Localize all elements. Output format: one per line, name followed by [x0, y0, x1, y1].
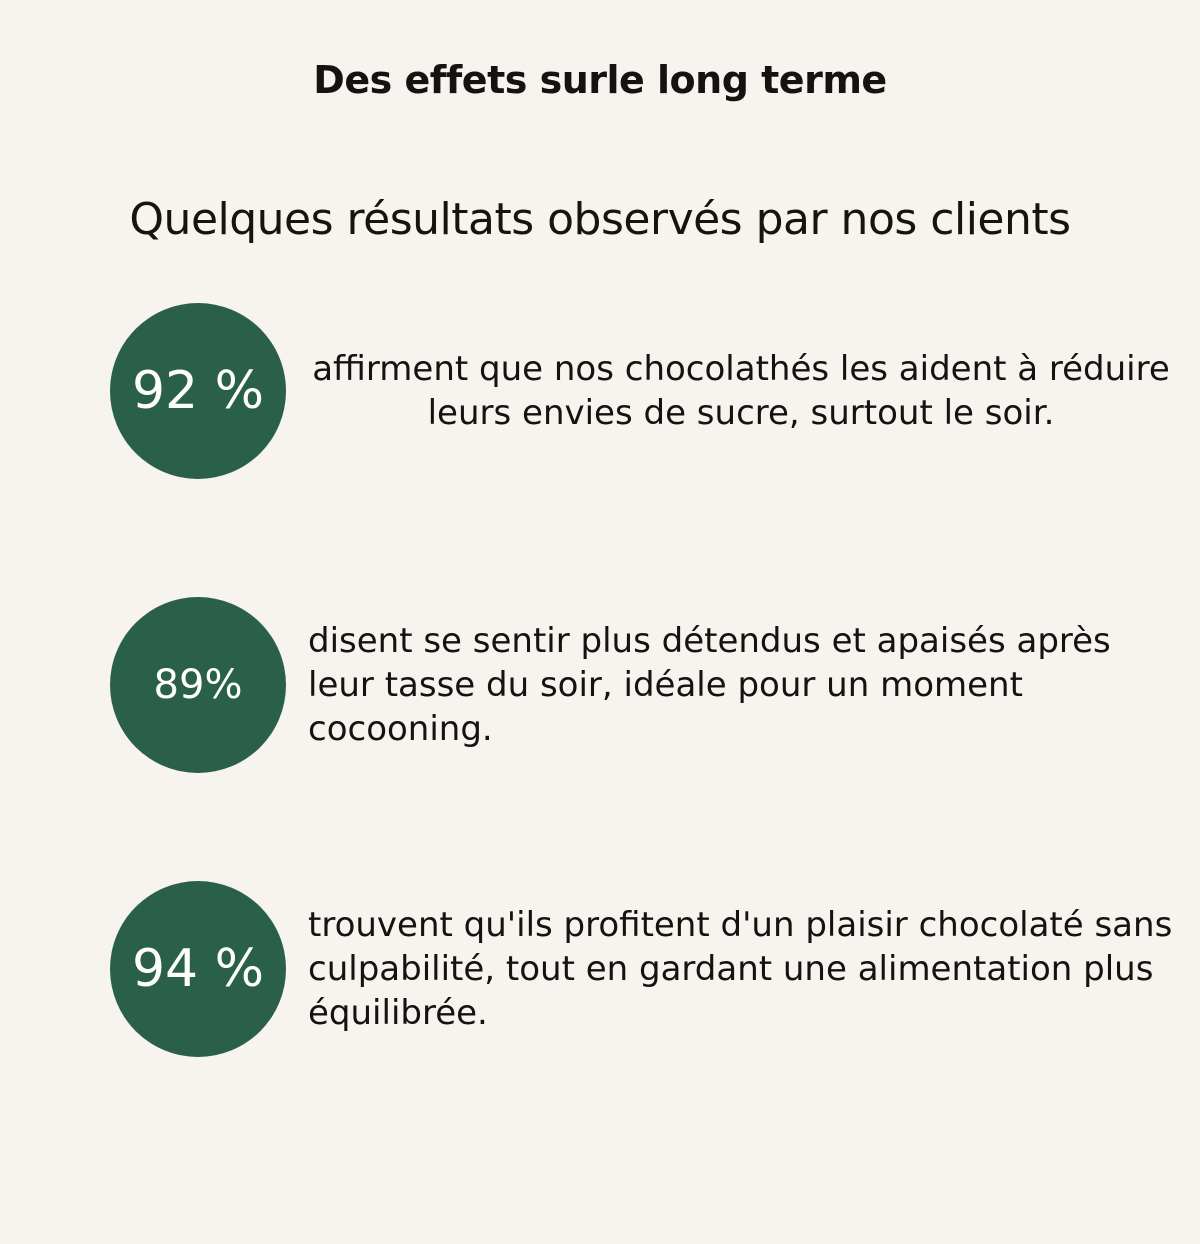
list-item	[14, 597, 1186, 773]
stat-value: 89%	[153, 662, 243, 708]
stat-badge	[110, 303, 286, 479]
stat-badge	[110, 597, 286, 773]
stats-list	[0, 303, 1200, 1057]
stat-badge	[110, 881, 286, 1057]
page-subtitle: Quelques résultats observés par nos clients	[129, 194, 1071, 245]
stat-description: trouvent qu'ils profitent d'un plaisir chocolaté sans culpabilité, tout en gardant une alimentation plus équilibrée.	[308, 904, 1173, 1034]
list-item	[14, 881, 1186, 1057]
stat-value: 94 %	[131, 939, 265, 999]
stat-description: affirment que nos chocolathés les aident à réduire leurs envies de sucre, surtout le soir.	[312, 348, 1170, 433]
page-title: Des effets surle long terme	[313, 58, 887, 102]
stat-value: 92 %	[131, 361, 265, 421]
stat-description: disent se sentir plus détendus et apaisés après leur tasse du soir, idéale pour un moment cocooning.	[308, 620, 1111, 750]
list-item	[14, 303, 1186, 479]
